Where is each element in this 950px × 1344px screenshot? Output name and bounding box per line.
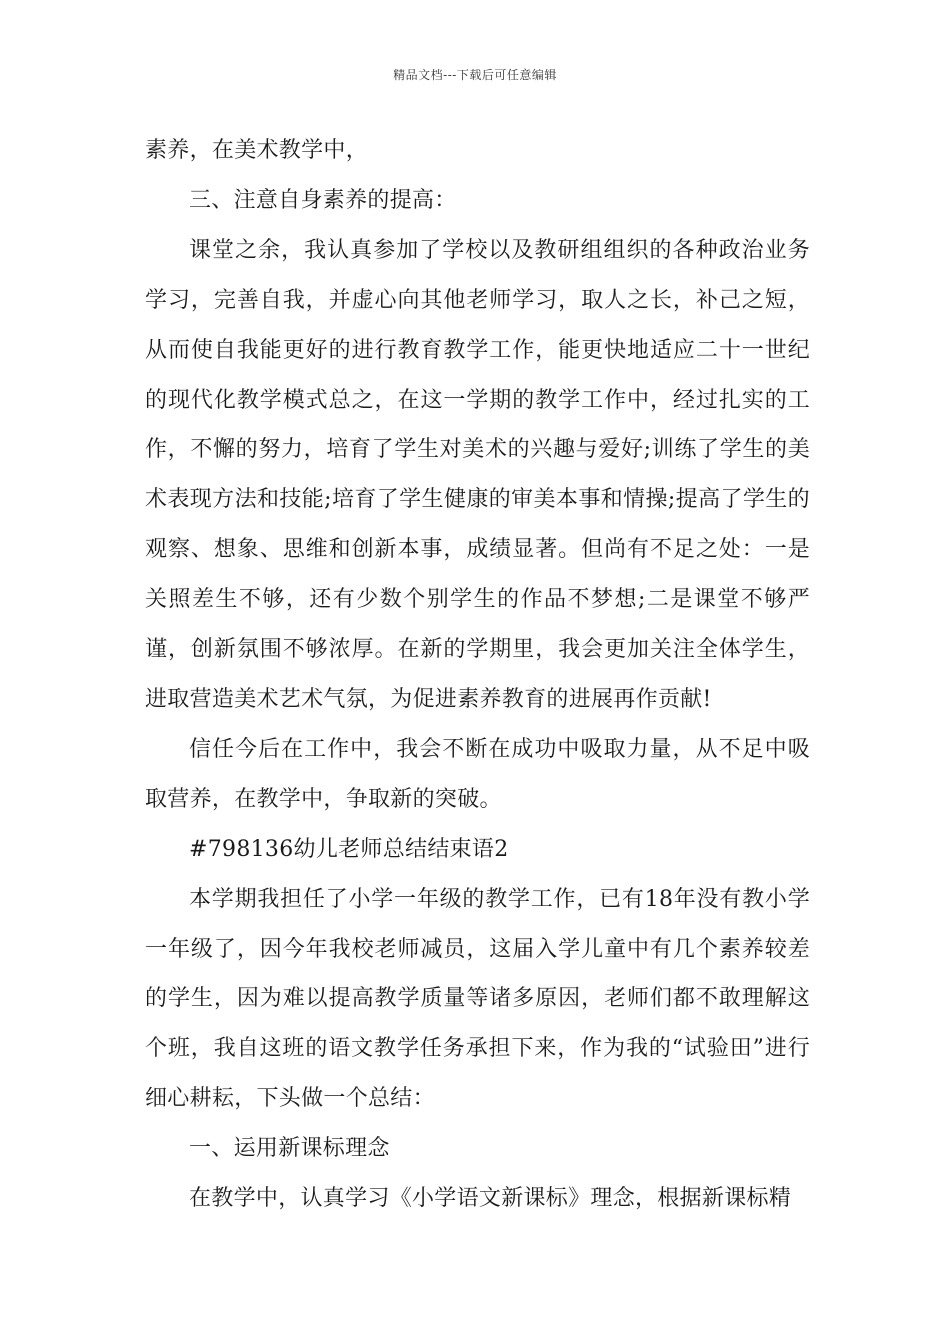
document-body xyxy=(145,126,810,1224)
paragraph: 素养，在美术教学中， xyxy=(145,138,369,163)
article-title: #798136幼儿老师总结结束语2 xyxy=(189,836,509,862)
section-heading: 三、注意自身素养的提高： xyxy=(189,187,457,213)
page-header: 精品文档---下载后可任意编辑 xyxy=(393,68,557,82)
paragraph: 信任今后在工作中，我会不断在成功中吸取力量，从不足中吸取营养，在教学中，争取新的突破。 xyxy=(145,736,810,812)
paragraph: 课堂之余，我认真参加了学校以及教研组组织的各种政治业务学习，完善自我，并虚心向其他老师学习，取人之长，补己之短，从而使自我能更好的进行教育教学工作，能更快地适应二十一世纪的现代化教学模式总之，在这一学期的教学工作中，经过扎实的工作，不懈的努力，培育了学生对美术的兴趣与爱好;训练了学生的美术表现方法和技能;培育了学生健康的审美本事和情操;提高了学生的观察、想象、思维和创新本事，成绩显著。但尚有不足之处：一是关照差生不够，还有少数个别学生的作品不梦想;二是课堂不够严谨，创新氛围不够浓厚。在新的学期里，我会更加关注全体学生，进取营造美术艺术气氛，为促进素养教育的进展再作贡献! xyxy=(145,237,810,712)
section-heading: 一、运用新课标理念 xyxy=(189,1136,390,1162)
paragraph: 本学期我担任了小学一年级的教学工作，已有18年没有教小学一年级了，因今年我校老师减员，这届入学儿童中有几个素养较差的学生，因为难以提高教学质量等诸多原因，老师们都不敢理解这个班，我自这班的语文教学任务承担下来，作为我的“试验田”进行细心耕耘，下头做一个总结： xyxy=(145,886,810,1112)
paragraph: 在教学中，认真学习《小学语文新课标》理念，根据新课标精 xyxy=(189,1186,792,1212)
